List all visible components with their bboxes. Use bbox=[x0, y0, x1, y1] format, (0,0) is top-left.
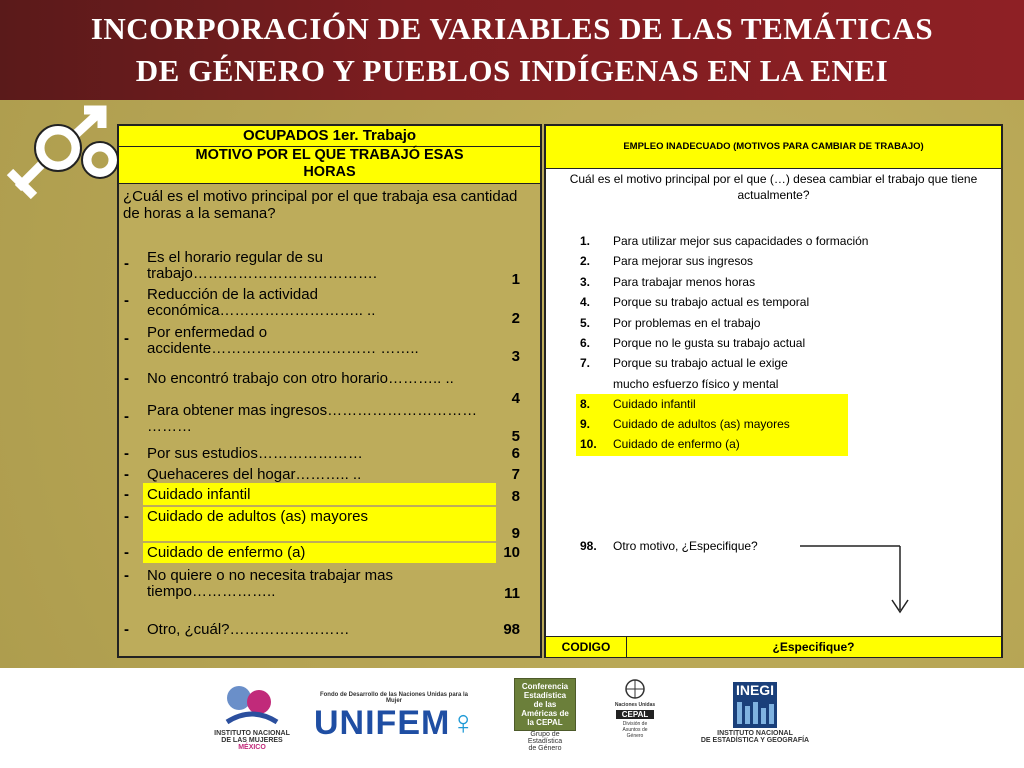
title-line-2: DE GÉNERO Y PUEBLOS INDÍGENAS EN LA ENEI bbox=[135, 53, 889, 88]
inegi-name: INEGI bbox=[733, 682, 777, 698]
inmujeres-line3: MÉXICO bbox=[238, 744, 266, 751]
code-column: CODIGO bbox=[546, 637, 627, 657]
right-question: Cuál es el motivo principal por el que (…) desea cambiar el trabajo que tiene actualmente? bbox=[569, 172, 978, 202]
left-header-motive bbox=[119, 147, 540, 184]
inmujeres-line2: DE LAS MUJERES bbox=[221, 737, 283, 744]
conf-caption2: de Género bbox=[528, 745, 562, 752]
left-questionnaire-panel: OCUPADOS 1er. Trabajo MOTIVO POR EL QUE TRABAJÓ ESAS HORAS ¿Cuál es el motivo principal por el que trabaja esa cantidad de horas a la semana? - Es el horario regular de su trabajo………………………………. 1 - Reducción de la actividad económica……………………….. .. 2 - Por enfermedad o accidente…………………………… …….. 3 - No encontró trabajo con otro horario……….. .. 4 - Para obtener mas ingresos………………………… ……… 5 - Por sus estudios………………… 6 - Quehaceres del hogar……….. .. 7 - Cuidado infantil 8 - Cuidado de adultos (as) mayores 9 - Cuidado de enfermo (a) 10 - No quiere o no necesita trabajar mas tiempo…………….. 11 - Otro, ¿cuál?…………………… 98 bbox=[117, 124, 542, 658]
inmujeres-logo bbox=[212, 678, 292, 762]
conference-box: Conferencia Estadística de las Américas de la CEPAL bbox=[514, 678, 576, 731]
female-symbol-icon: ♀ bbox=[450, 704, 477, 742]
page-title bbox=[0, 8, 1024, 92]
un-emblem-icon bbox=[622, 678, 648, 700]
left-header-occupied: OCUPADOS 1er. Trabajo bbox=[119, 126, 540, 147]
left-question: ¿Cuál es el motivo principal por el que trabaja esa cantidad de horas a la semana? bbox=[123, 188, 518, 222]
inmujeres-line1: INSTITUTO NACIONAL bbox=[214, 730, 290, 737]
specify-column: ¿Especifique? bbox=[772, 640, 855, 654]
inegi-grid-icon bbox=[733, 698, 777, 728]
unifem-tagline: Fondo de Desarrollo de las Naciones Unidas para la Mujer bbox=[319, 692, 469, 704]
gender-symbols-icon bbox=[0, 100, 130, 210]
right-footer bbox=[546, 636, 1001, 657]
logo-footer bbox=[0, 668, 1024, 768]
inegi-line2: DE ESTADÍSTICA Y GEOGRAFÍA bbox=[700, 737, 810, 744]
left-header-motive-line1: MOTIVO POR EL QUE TRABAJÓ ESAS bbox=[195, 147, 464, 163]
unifem-name: UNIFEM♀ bbox=[314, 704, 477, 742]
title-line-1: INCORPORACIÓN DE VARIABLES DE LAS TEMÁTICAS bbox=[90, 11, 934, 46]
un-caption: Naciones Unidas bbox=[614, 702, 656, 708]
left-header-motive-line2: HORAS bbox=[303, 164, 356, 180]
arrow-icon bbox=[796, 540, 916, 620]
inmujeres-icon bbox=[217, 678, 287, 728]
inegi-line1: INSTITUTO NACIONAL bbox=[717, 730, 793, 737]
conf-caption1: Grupo de Estadística bbox=[527, 731, 563, 745]
inegi-logo bbox=[696, 678, 814, 762]
cepal-logo: Naciones Unidas CEPAL División de Asuntos de Género bbox=[610, 678, 660, 762]
right-questionnaire-panel: EMPLEO INADECUADO (MOTIVOS PARA CAMBIAR DE TRABAJO) Cuál es el motivo principal por el que (…) desea cambiar el trabajo que tiene actualmente? 1. Para utilizar mejor sus capacidades o formación 2. Para mejorar sus ingresos 3. Para trabajar menos horas 4. Porque su trabajo actual es temporal 5. Por problemas en el trabajo 6. Porque no le gusta su trabajo actual 7. Porque su trabajo actual le exige mucho esfuerzo físico y mental 8. Cuidado infantil 9. Cuidado de adultos (as) mayores 10. Cuidado de enfermo (a) 98. Otro motivo, ¿Especifique? CODIGO ¿Especifique? bbox=[544, 124, 1003, 658]
unifem-logo bbox=[314, 678, 477, 762]
right-header: EMPLEO INADECUADO (MOTIVOS PARA CAMBIAR DE TRABAJO) bbox=[546, 126, 1001, 169]
cepal-conference-logo bbox=[514, 678, 576, 762]
cepal-name: CEPAL bbox=[616, 710, 654, 719]
